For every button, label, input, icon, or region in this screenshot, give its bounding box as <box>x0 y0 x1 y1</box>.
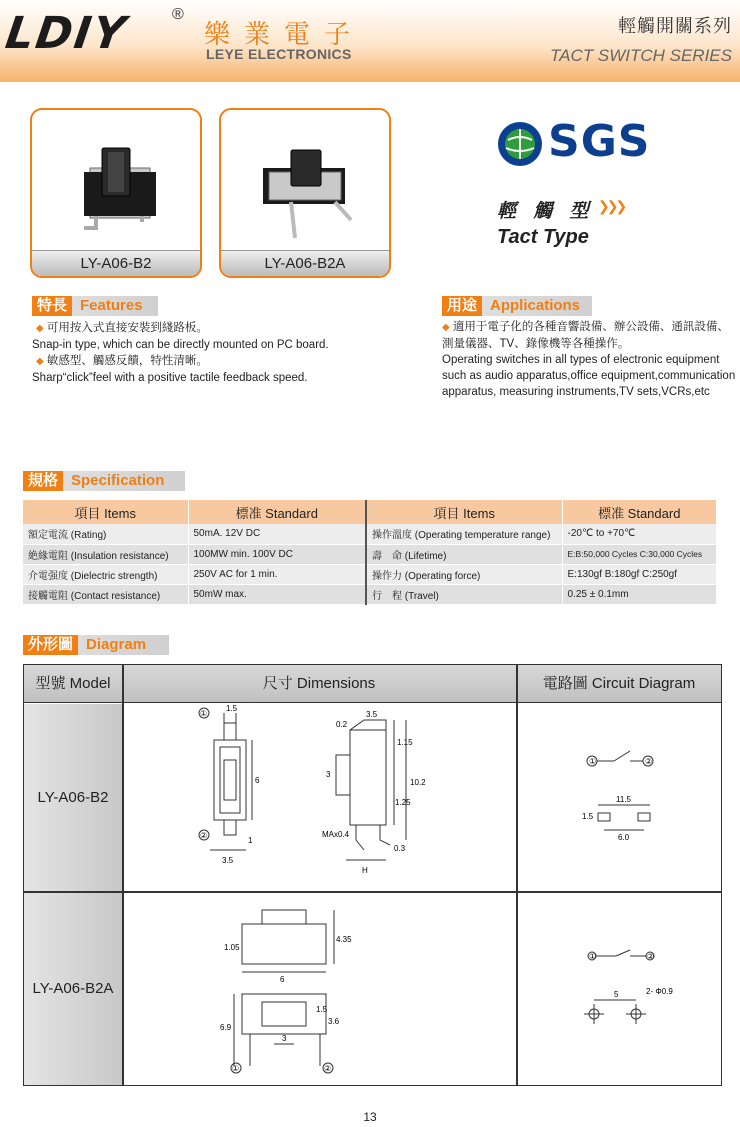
spec-cell: 絶緣電阻 (Insulation resistance) <box>23 544 188 564</box>
spec-cell: 50mA. 12V DC <box>188 524 366 544</box>
pin-label-2: ② <box>645 757 653 766</box>
chevron-right-icon: ❯❯❯ <box>598 198 625 214</box>
dim-label: 0.3 <box>394 844 406 853</box>
diagram-title-en: Diagram <box>86 636 147 653</box>
brand-logo: LDIY <box>2 8 131 59</box>
switch-photo-b2a <box>221 110 389 250</box>
dim-label: 0.2 <box>336 720 348 729</box>
series-title-en: TACT SWITCH SERIES <box>550 46 732 65</box>
tact-type-en: Tact Type <box>497 226 589 248</box>
diagram-table <box>23 664 722 1086</box>
pin-label-2: ② <box>324 1064 332 1073</box>
tact-type-cn: 輕 觸 型 <box>497 201 595 222</box>
spec-cell: 0.25 ± 0.1mm <box>562 584 717 604</box>
dim-label: 3 <box>326 770 331 779</box>
globe-icon <box>496 120 546 170</box>
app-cn-1: 適用于電子化的各種音響設備、辦公設備、通訊設備、 <box>452 321 729 333</box>
features-section-title <box>32 296 158 316</box>
dim-label: 2- Φ0.9 <box>646 987 673 996</box>
dim-label: 4.35 <box>336 935 352 944</box>
company-name-en: LEYE ELECTRONICS <box>206 46 352 62</box>
dim-label: 5 <box>614 990 619 999</box>
spec-cell: 額定電流 (Rating) <box>23 524 188 544</box>
switch-photo-b2 <box>32 110 200 250</box>
page-number: 13 <box>363 1110 377 1124</box>
circuit-diagram-b2 <box>518 705 720 890</box>
spec-title-cn: 規格 <box>23 471 63 491</box>
dim-label: 3 <box>282 1034 287 1043</box>
pin-label-1: ① <box>200 709 208 718</box>
dim-label: 1.5 <box>226 705 238 713</box>
spec-cell: E:B:50,000 Cycles C:30,000 Cycles <box>562 544 717 564</box>
model-cell-b2: LY-A06-B2 <box>24 704 122 892</box>
spec-cell: -20℃ to +70℃ <box>562 524 717 544</box>
spec-header-row <box>23 500 717 524</box>
pin-label-1: ① <box>232 1064 240 1073</box>
dim-label: 6.9 <box>220 1023 232 1032</box>
company-name-cn: 樂業電子 <box>204 20 365 50</box>
registered-mark: ® <box>172 6 184 23</box>
sgs-logo-text: SGS <box>548 116 651 167</box>
dim-label: 3.5 <box>366 710 378 719</box>
pin-label-1: ① <box>589 952 597 961</box>
dim-label: 6 <box>280 975 285 984</box>
diagram-header-model: 型號 Model <box>35 675 111 692</box>
feature-2-cn: 敏感型、觸感反饋，特性清晰。 <box>46 355 208 367</box>
applications-text <box>442 319 735 400</box>
spec-header-standard-2: 標准 Standard <box>562 500 717 524</box>
feature-1-en: Snap-in type, which can be directly mounted on PC board. <box>32 339 329 351</box>
feature-2-en: Sharp“click”feel with a positive tactile feedback speed. <box>32 372 308 384</box>
circuit-diagram-b2a <box>518 894 720 1084</box>
table-row <box>23 524 717 544</box>
dim-label: 1.05 <box>224 943 240 952</box>
table-row <box>23 584 717 604</box>
spec-header-standard: 標准 Standard <box>188 500 366 524</box>
spec-cell: 100MW min. 100V DC <box>188 544 366 564</box>
features-title-cn: 特長 <box>32 296 72 316</box>
bullet-icon: ◆ <box>36 323 44 334</box>
spec-cell: 操作溫度 (Operating temperature range) <box>366 524 562 544</box>
diagram-header-dimensions: 尺寸 Dimensions <box>262 675 376 692</box>
dim-label: 6.0 <box>618 833 630 842</box>
spec-cell: 50mW max. <box>188 584 366 604</box>
app-en-3: apparatus, measuring instruments,TV sets,VCRs,etc <box>442 386 710 398</box>
features-title-en: Features <box>80 297 143 314</box>
dim-label: 3.6 <box>328 1017 340 1026</box>
dim-label: 10.2 <box>410 778 426 787</box>
dim-label: 3.5 <box>222 856 234 865</box>
spec-title-en: Specification <box>71 472 165 489</box>
applications-section-title <box>442 296 592 316</box>
applications-title-en: Applications <box>490 297 581 314</box>
pin-label-2: ② <box>647 952 655 961</box>
model-cell-b2a: LY-A06-B2A <box>24 893 122 1085</box>
applications-title-cn: 用途 <box>442 296 482 316</box>
spec-header-items-2: 項目 Items <box>366 500 562 524</box>
specification-section-title <box>23 471 185 491</box>
specification-table <box>23 500 717 605</box>
dim-label: 6 <box>255 776 260 785</box>
bullet-icon: ◆ <box>36 356 44 367</box>
spec-cell: 介電强度 (Dielectric strength) <box>23 564 188 584</box>
dim-label: 1.5 <box>582 812 594 821</box>
spec-cell: 250V AC for 1 min. <box>188 564 366 584</box>
app-en-1: Operating switches in all types of electronic equipment <box>442 354 720 366</box>
dim-label: 11.5 <box>616 795 631 804</box>
pin-label-1: ① <box>589 757 597 766</box>
table-row <box>23 544 717 564</box>
dim-label: 1.15 <box>397 738 413 747</box>
dimension-drawing-b2a <box>124 894 514 1084</box>
diagram-section-title <box>23 635 169 655</box>
series-title-cn: 輕觸開關系列 <box>618 16 732 36</box>
app-cn-2: 測量儀器、TV、錄像機等各種操作。 <box>442 338 630 350</box>
spec-cell: 壽 命 (Lifetime) <box>366 544 562 564</box>
product-label-b2a: LY-A06-B2A <box>221 250 389 276</box>
spec-cell: 行 程 (Travel) <box>366 584 562 604</box>
diagram-title-cn: 外形圖 <box>23 635 78 655</box>
spec-cell: 操作力 (Operating force) <box>366 564 562 584</box>
table-row <box>23 564 717 584</box>
dim-label: MAx0.4 <box>322 830 350 839</box>
bullet-icon: ◆ <box>442 322 450 333</box>
dim-label: 1.25 <box>395 798 411 807</box>
spec-header-items: 項目 Items <box>23 500 188 524</box>
spec-cell: E:130gf B:180gf C:250gf <box>562 564 717 584</box>
diagram-header-circuit: 電路圖 Circuit Diagram <box>542 675 696 692</box>
dim-label: 1.5 <box>316 1005 328 1014</box>
product-label-b2: LY-A06-B2 <box>32 250 200 276</box>
product-card-b2a <box>219 108 391 278</box>
dimension-drawing-b2 <box>124 705 514 890</box>
feature-1-cn: 可用按入式直接安裝到綫路板。 <box>46 322 208 334</box>
app-en-2: such as audio apparatus,office equipment,communication <box>442 370 736 382</box>
features-text <box>32 320 329 386</box>
dim-label: H <box>362 866 368 875</box>
pin-label-2: ② <box>200 831 208 840</box>
dim-label: 1 <box>248 836 253 845</box>
product-card-b2 <box>30 108 202 278</box>
row-divider <box>24 891 721 893</box>
spec-cell: 接觸電阻 (Contact resistance) <box>23 584 188 604</box>
